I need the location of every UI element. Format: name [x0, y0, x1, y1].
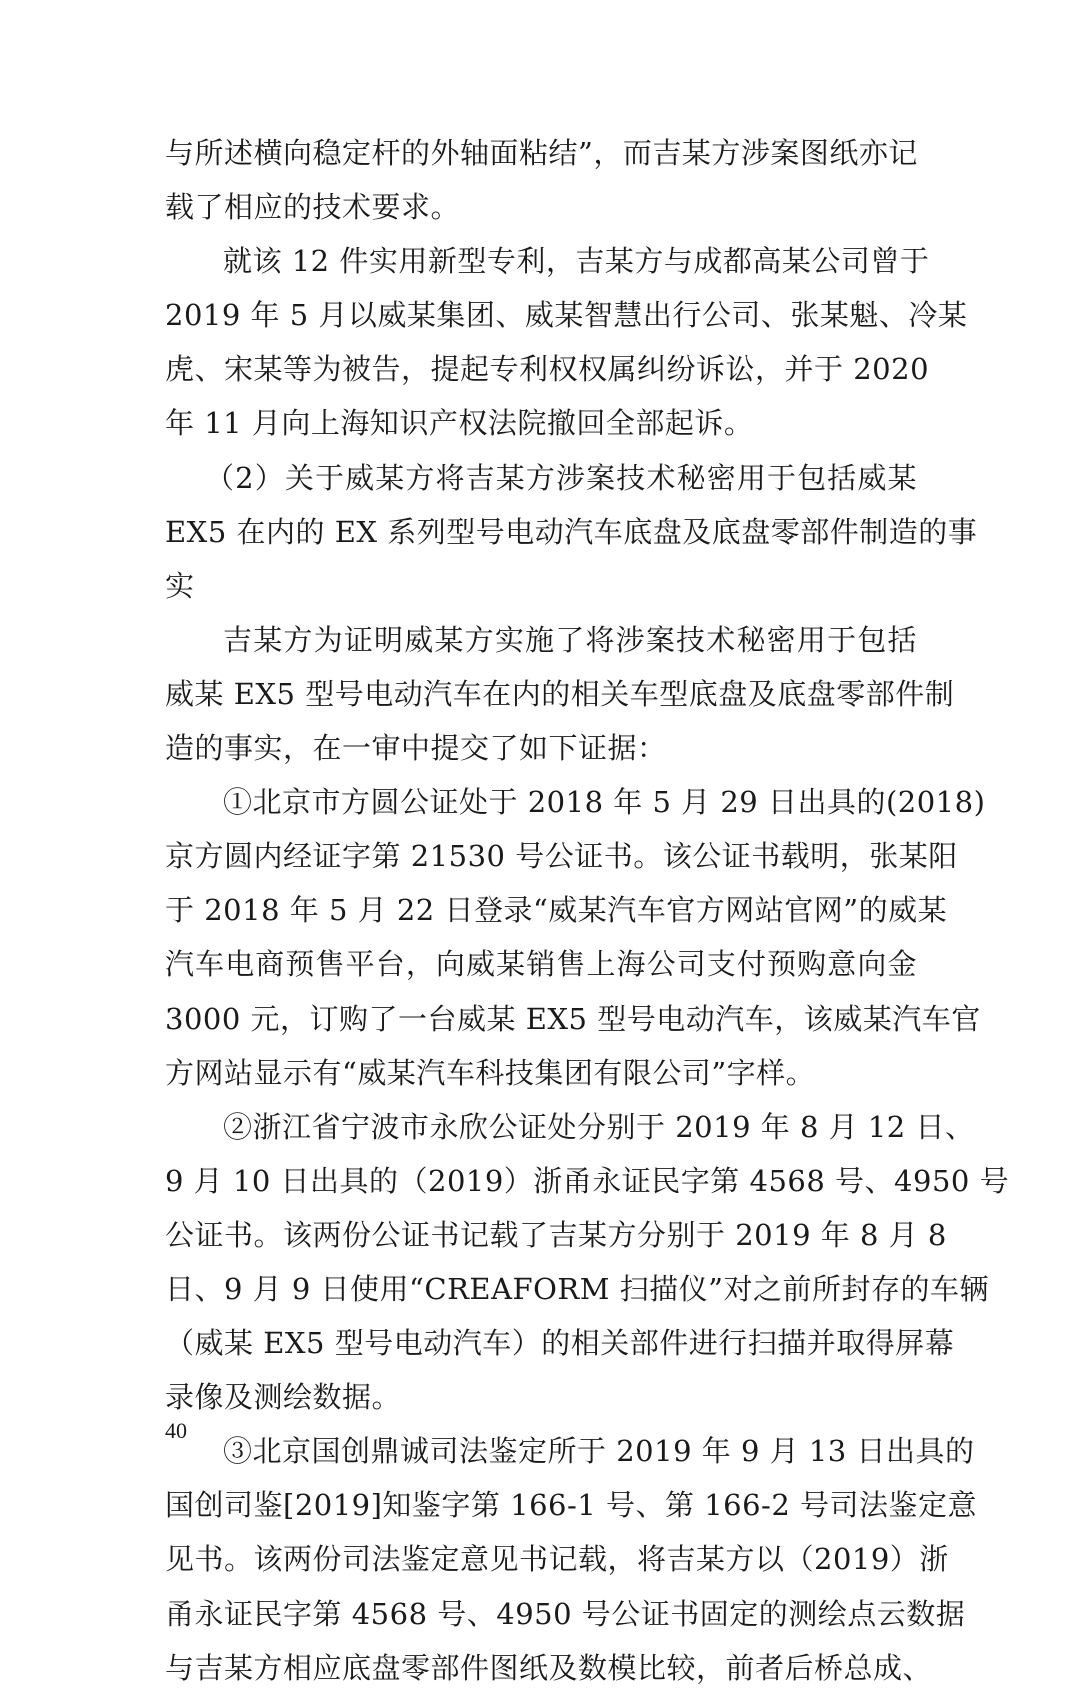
text-line: 9 月 10 日出具的（2019）浙甬永证民字第 4568 号、4950 号	[165, 1163, 1010, 1198]
text-line: 就该 12 件实用新型专利，吉某方与成都高某公司曾于	[223, 244, 930, 279]
page-number: 40	[165, 1418, 187, 1443]
text-line: 虎、宋某等为被告，提起专利权权属纠纷诉讼，并于 2020	[165, 352, 930, 387]
evidence-item-3-line: ③北京国创鼎诚司法鉴定所于 2019 年 9 月 13 日出具的	[223, 1434, 975, 1469]
text-line: 年 11 月向上海知识产权法院撤回全部起诉。	[165, 406, 754, 441]
text-line: 方网站显示有“威某汽车科技集团有限公司”字样。	[165, 1055, 816, 1090]
text-line: 与吉某方相应底盘零部件图纸及数模比较，前者后桥总成、	[165, 1650, 933, 1685]
text-line: 录像及测绘数据。	[165, 1380, 402, 1415]
text-line: （威某 EX5 型号电动汽车）的相关部件进行扫描并取得屏幕	[165, 1326, 955, 1361]
evidence-item-1-line: ①北京市方圆公证处于 2018 年 5 月 29 日出具的(2018)	[223, 785, 986, 820]
section-heading-line: 实	[165, 568, 195, 603]
text-line: 汽车电商预售平台，向威某销售上海公司支付预购意向金	[165, 947, 917, 982]
text-line: 于 2018 年 5 月 22 日登录“威某汽车官方网站官网”的威某	[165, 893, 948, 928]
section-heading-line: （2）关于威某方将吉某方涉案技术秘密用于包括威某	[205, 460, 917, 495]
text-line: 载了相应的技术要求。	[165, 190, 461, 225]
text-line: 公证书。该两份公证书记载了吉某方分别于 2019 年 8 月 8	[165, 1217, 947, 1252]
text-line: 国创司鉴[2019]知鉴字第 166-1 号、第 166-2 号司法鉴定意	[165, 1488, 978, 1523]
text-line: 见书。该两份司法鉴定意见书记载，将吉某方以（2019）浙	[165, 1542, 949, 1577]
text-line: 京方圆内经证字第 21530 号公证书。该公证书载明，张某阳	[165, 839, 958, 874]
evidence-item-2-line: ②浙江省宁波市永欣公证处分别于 2019 年 8 月 12 日、	[223, 1109, 975, 1144]
text-line: 威某 EX5 型号电动汽车在内的相关车型底盘及底盘零部件制	[165, 676, 955, 711]
text-line: 日、9 月 9 日使用“CREAFORM 扫描仪”对之前所封存的车辆	[165, 1271, 989, 1306]
text-line: 与所述横向稳定杆的外轴面粘结”，而吉某方涉案图纸亦记	[165, 136, 918, 170]
text-line: 造的事实，在一审中提交了如下证据：	[165, 731, 667, 766]
text-line: 3000 元，订购了一台威某 EX5 型号电动汽车，该威某汽车官	[165, 1001, 981, 1036]
document-body	[165, 126, 1010, 1695]
text-line: 吉某方为证明威某方实施了将涉案技术秘密用于包括	[223, 622, 917, 657]
section-heading-line: EX5 在内的 EX 系列型号电动汽车底盘及底盘零部件制造的事	[165, 514, 978, 549]
text-line: 甬永证民字第 4568 号、4950 号公证书固定的测绘点云数据	[165, 1596, 966, 1631]
text-line: 2019 年 5 月以威某集团、威某智慧出行公司、张某魁、冷某	[165, 298, 968, 333]
